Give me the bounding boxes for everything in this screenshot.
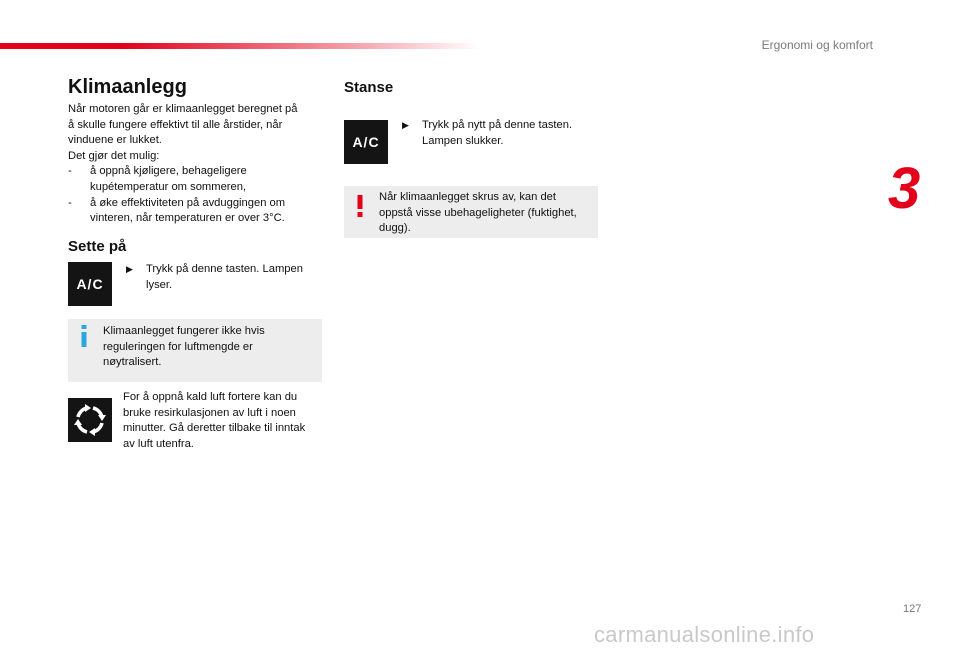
benefit-list bbox=[68, 164, 328, 226]
list-dash: - bbox=[68, 165, 72, 178]
warning-icon bbox=[355, 195, 365, 217]
recirculation-text bbox=[123, 390, 323, 452]
info-icon bbox=[79, 325, 89, 347]
page-number: 127 bbox=[903, 603, 922, 615]
section-heading-sette-pa: Sette på bbox=[68, 238, 127, 255]
recirc-line: av luft utenfra. bbox=[123, 437, 194, 450]
intro-line: å skulle fungere effektivt til alle årstider, når bbox=[68, 118, 283, 131]
header-color-bar bbox=[0, 43, 480, 49]
intro-text bbox=[68, 102, 328, 227]
list-line: vinteren, når temperaturen er over 3°C. bbox=[90, 212, 285, 225]
intro-line: Når motoren går er klimaanlegget beregnet på bbox=[68, 103, 298, 115]
note-line: nøytralisert. bbox=[103, 356, 162, 369]
warning-note bbox=[344, 186, 598, 238]
chapter-number: 3 bbox=[888, 156, 921, 221]
intro-line: vinduene er lukket. bbox=[68, 134, 162, 147]
instruction-line: Lampen slukker. bbox=[422, 134, 504, 147]
section-heading-stanse: Stanse bbox=[344, 79, 394, 96]
recirculation-icon bbox=[68, 398, 112, 442]
list-dash: - bbox=[68, 196, 72, 209]
recirc-line: bruke resirkulasjonen av luft i noen bbox=[123, 406, 296, 419]
list-line: å øke effektiviteten på avduggingen om bbox=[90, 196, 286, 209]
ac-button-icon: A/C bbox=[344, 120, 388, 164]
instruction-off bbox=[402, 118, 602, 149]
info-note bbox=[68, 319, 322, 382]
note-line: Når klimaanlegget skrus av, kan det bbox=[379, 191, 557, 203]
note-line: oppstå visse ubehageligheter (fuktighet, bbox=[379, 206, 577, 219]
section-title: Ergonomi og komfort bbox=[761, 38, 873, 52]
instruction-line: Trykk på denne tasten. Lampen bbox=[146, 263, 303, 275]
instruction-line: lyser. bbox=[146, 278, 173, 291]
list-line: kupétemperatur om sommeren, bbox=[90, 180, 247, 193]
list-item bbox=[68, 164, 328, 195]
intro-line: Det gjør det mulig: bbox=[68, 149, 160, 162]
arrow-icon: ▶ bbox=[126, 264, 133, 274]
note-line: reguleringen for luftmengde er bbox=[103, 340, 253, 353]
instruction-line: Trykk på nytt på denne tasten. bbox=[422, 119, 573, 131]
note-line: dugg). bbox=[379, 222, 411, 235]
instruction-on bbox=[126, 262, 326, 293]
note-line: Klimaanlegget fungerer ikke hvis bbox=[103, 325, 265, 337]
recirc-line: For å oppnå kald luft fortere kan du bbox=[123, 391, 298, 403]
list-item bbox=[68, 196, 328, 227]
page-title: Klimaanlegg bbox=[68, 76, 187, 98]
ac-button-icon: A/C bbox=[68, 262, 112, 306]
recirc-line: minutter. Gå deretter tilbake til inntak bbox=[123, 422, 306, 435]
arrow-icon: ▶ bbox=[402, 120, 409, 130]
warning-note-text bbox=[379, 190, 594, 237]
watermark: carmanualsonline.info bbox=[594, 622, 815, 647]
info-note-text bbox=[103, 324, 313, 371]
list-line: å oppnå kjøligere, behageligere bbox=[90, 165, 247, 178]
